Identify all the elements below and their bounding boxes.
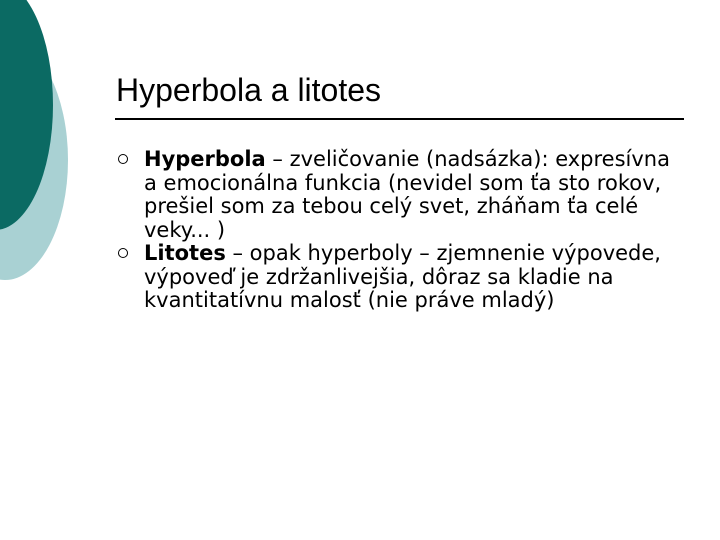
- title-divider: [115, 118, 684, 120]
- bullet-hyperbola: [116, 148, 676, 242]
- decorative-circles: [0, 0, 120, 300]
- bullet-circle-icon: [118, 154, 128, 164]
- light-teal-circle: [0, 40, 68, 280]
- slide-title: Hyperbola a litotes: [116, 72, 382, 108]
- bullet-circle-icon: [118, 248, 128, 258]
- bullet-list: [116, 148, 676, 313]
- term-hyperbola: Hyperbola: [144, 147, 266, 171]
- definition-litotes: – opak hyperboly – zjemnenie výpovede, výpoveď je zdržanlivejšia, dôraz sa kladie na kvantitatívnu malosť (nie práve mladý): [144, 241, 661, 312]
- dark-teal-circle: [0, 0, 53, 230]
- term-litotes: Litotes: [144, 241, 226, 265]
- bullet-litotes: [116, 242, 676, 313]
- definition-hyperbola: – zveličovanie (nadsázka): expresívna a emocionálna funkcia (nevidel som ťa sto rokov, prešiel som za tebou celý svet, zháňam ťa celé veky... ): [144, 147, 670, 242]
